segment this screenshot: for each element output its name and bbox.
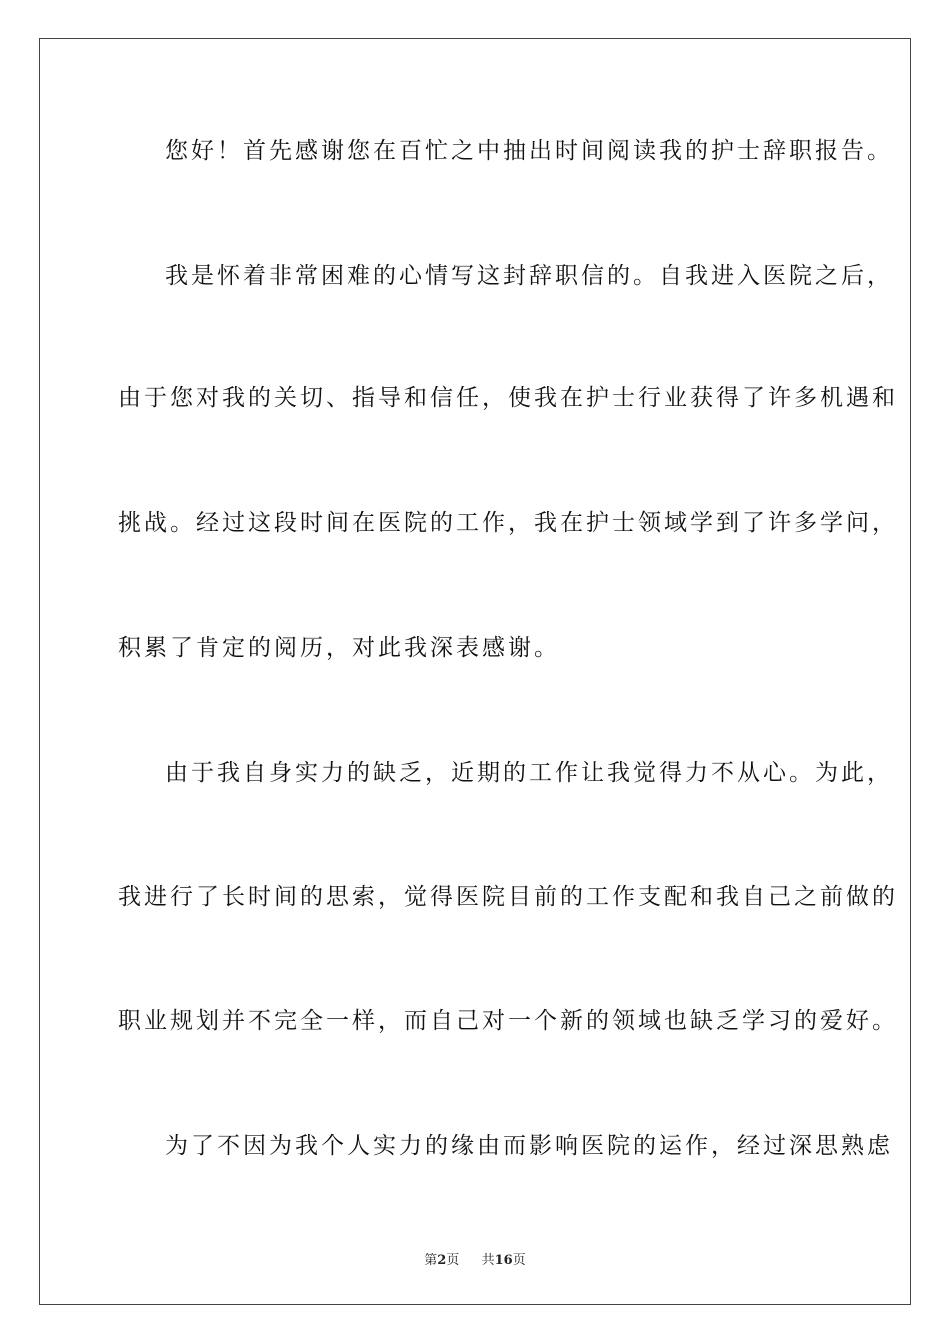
- paragraph-3-line-2: 我进行了长时间的思索，觉得医院目前的工作支配和我自己之前做的: [118, 884, 898, 910]
- page-label: 第2页: [424, 1253, 460, 1268]
- page-footer: [0, 1249, 950, 1268]
- total-pages-number: 16: [494, 1253, 513, 1268]
- paragraph-2-line-2: 由于您对我的关切、指导和信任，使我在护士行业获得了许多机遇和: [118, 385, 898, 411]
- paragraph-2-line-3: 挑战。经过这段时间在医院的工作，我在护士领域学到了许多学问，: [118, 510, 898, 536]
- paragraph-3-line-1: 由于我自身实力的缺乏，近期的工作让我觉得力不从心。为此，: [165, 760, 893, 786]
- paragraph-2-line-4: 积累了肯定的阅历，对此我深表感谢。: [118, 635, 560, 661]
- total-pages-label: 共16页: [481, 1253, 526, 1268]
- page-frame: [39, 38, 911, 1305]
- paragraph-3-line-3: 职业规划并不完全一样，而自己对一个新的领域也缺乏学习的爱好。: [118, 1008, 898, 1034]
- paragraph-1-line-1: 您好！首先感谢您在百忙之中抽出时间阅读我的护士辞职报告。: [165, 138, 893, 164]
- paragraph-4-line-1: 为了不因为我个人实力的缘由而影响医院的运作，经过深思熟虑: [165, 1133, 893, 1159]
- paragraph-2-line-1: 我是怀着非常困难的心情写这封辞职信的。自我进入医院之后，: [165, 263, 893, 289]
- page-number: 2: [437, 1253, 447, 1268]
